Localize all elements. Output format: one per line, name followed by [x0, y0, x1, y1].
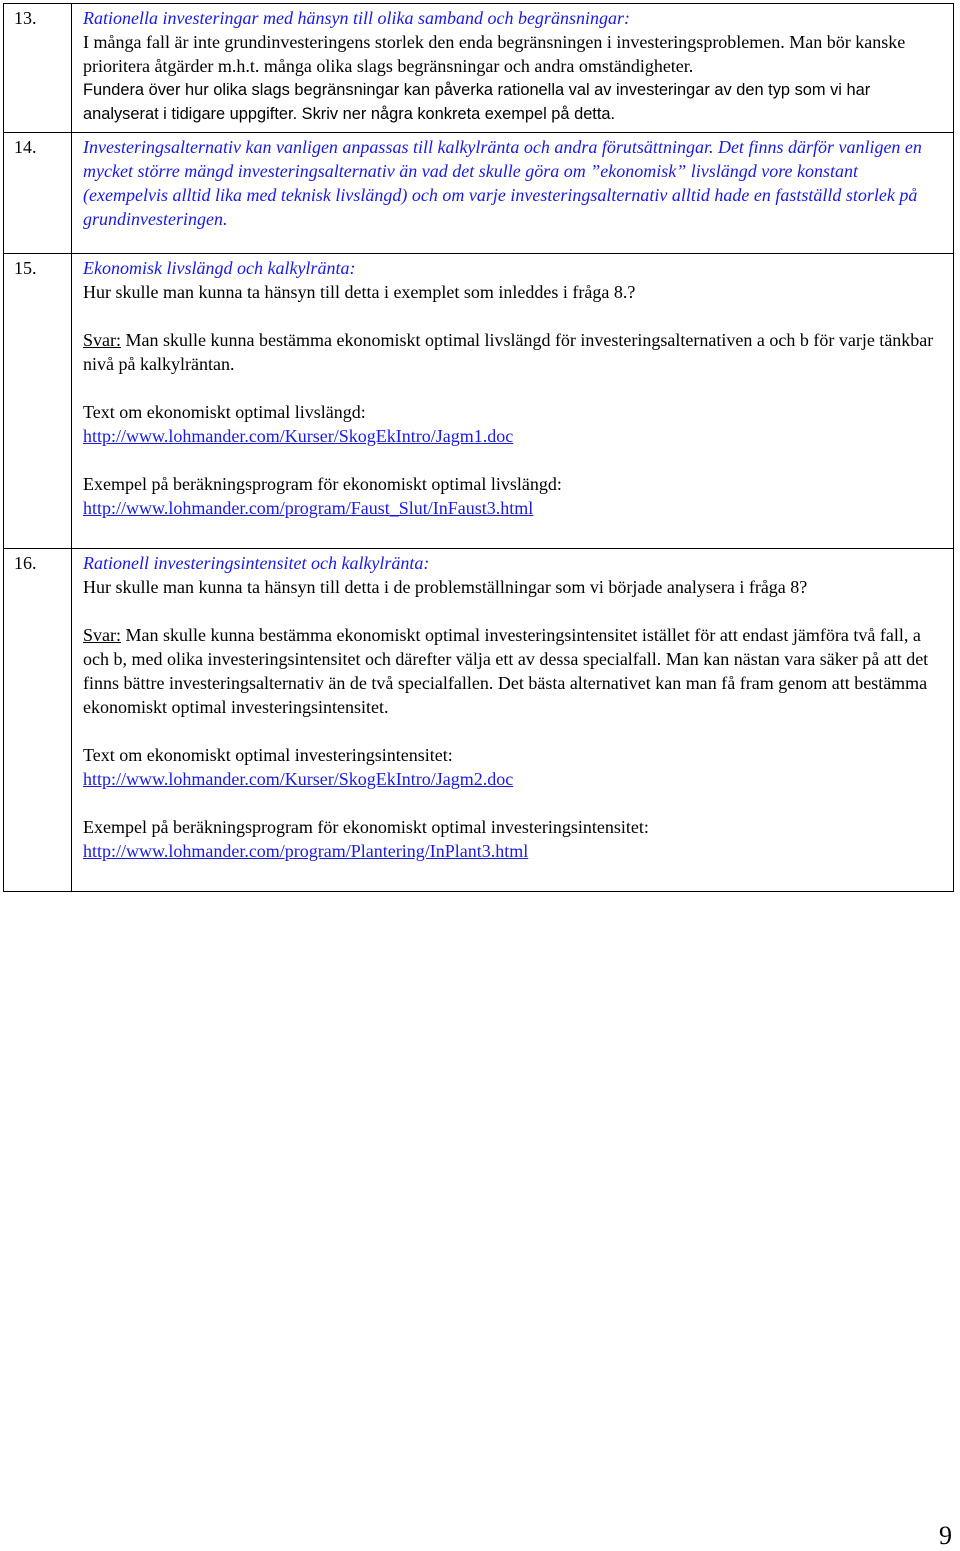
question-row-15: [4, 254, 954, 549]
question-number-14: 14.: [4, 133, 72, 254]
question-body-16: [72, 549, 954, 892]
question-number-16: 16.: [4, 549, 72, 892]
text-label-15: Text om ekonomiskt optimal livslängd:: [83, 402, 366, 422]
question-text-13a: I många fall är inte grundinvesteringens storlek den enda begränsningen i investeringsproblemen. Man bör kanske prioritera åtgärder m.h.t. många olika slags begränsningar och andra omständigheter.: [83, 32, 906, 76]
page-number: 9: [939, 1521, 952, 1550]
answer-text-16: Man skulle kunna bestämma ekonomiskt optimal investeringsintensitet istället för att endast jämföra två fall, a och b, med olika investeringsintensitet och därefter välja ett av dessa specialfall. Man kan nästan vara säker på att det finns bättre investeringsalternativ än de två specialfallen. Det bästa alternativet kan man få fram genom att bestämma ekonomiskt optimal investeringsintensitet.: [83, 625, 929, 717]
text-link-15[interactable]: http://www.lohmander.com/Kurser/SkogEkIntro/Jagm1.doc: [83, 426, 514, 446]
questions-table: [3, 3, 954, 892]
question-body-13: [72, 4, 954, 133]
question-text-16: Hur skulle man kunna ta hänsyn till detta i de problemställningar som vi började analysera i fråga 8?: [83, 577, 808, 597]
question-text-15: Hur skulle man kunna ta hänsyn till detta i exemplet som inleddes i fråga 8.?: [83, 282, 636, 302]
question-title-16: Rationell investeringsintensitet och kalkylränta:: [83, 553, 430, 573]
question-title-15: Ekonomisk livslängd och kalkylränta:: [83, 258, 356, 278]
question-number-13: 13.: [4, 4, 72, 133]
text-label-16: Text om ekonomiskt optimal investeringsintensitet:: [83, 745, 453, 765]
answer-label-16: Svar:: [83, 625, 121, 645]
program-link-16[interactable]: http://www.lohmander.com/program/Plantering/InPlant3.html: [83, 841, 529, 861]
answer-text-15: Man skulle kunna bestämma ekonomiskt optimal livslängd för investeringsalternativen a och b för varje tänkbar nivå på kalkylräntan.: [83, 330, 934, 374]
question-row-16: [4, 549, 954, 892]
answer-label-15: Svar:: [83, 330, 121, 350]
question-text-13b: Fundera över hur olika slags begränsningar kan påverka rationella val av investeringar av den typ som vi har analyserat i tidigare uppgifter. Skriv ner några konkreta exempel på detta.: [83, 81, 871, 123]
program-label-15: Exempel på beräkningsprogram för ekonomiskt optimal livslängd:: [83, 474, 562, 494]
question-text-14: Investeringsalternativ kan vanligen anpassas till kalkylränta och andra förutsättningar. Det finns därför vanligen en mycket större mängd investeringsalternativ än vad det skulle göra om ”ekonomisk” livslängd vore konstant (exempelvis alltid lika med teknisk livslängd) och om varje investeringsalternativ alltid hade en fastställd storlek på grundinvesteringen.: [83, 137, 922, 229]
text-link-16[interactable]: http://www.lohmander.com/Kurser/SkogEkIntro/Jagm2.doc: [83, 769, 514, 789]
program-label-16: Exempel på beräkningsprogram för ekonomiskt optimal investeringsintensitet:: [83, 817, 649, 837]
question-title-13: Rationella investeringar med hänsyn till olika samband och begränsningar:: [83, 8, 630, 28]
question-number-15: 15.: [4, 254, 72, 549]
answer-16: [83, 623, 943, 719]
question-body-15: [72, 254, 954, 549]
question-row-14: [4, 133, 954, 254]
program-link-15[interactable]: http://www.lohmander.com/program/Faust_Slut/InFaust3.html: [83, 498, 534, 518]
question-body-14: [72, 133, 954, 254]
question-row-13: [4, 4, 954, 133]
answer-15: [83, 328, 943, 376]
